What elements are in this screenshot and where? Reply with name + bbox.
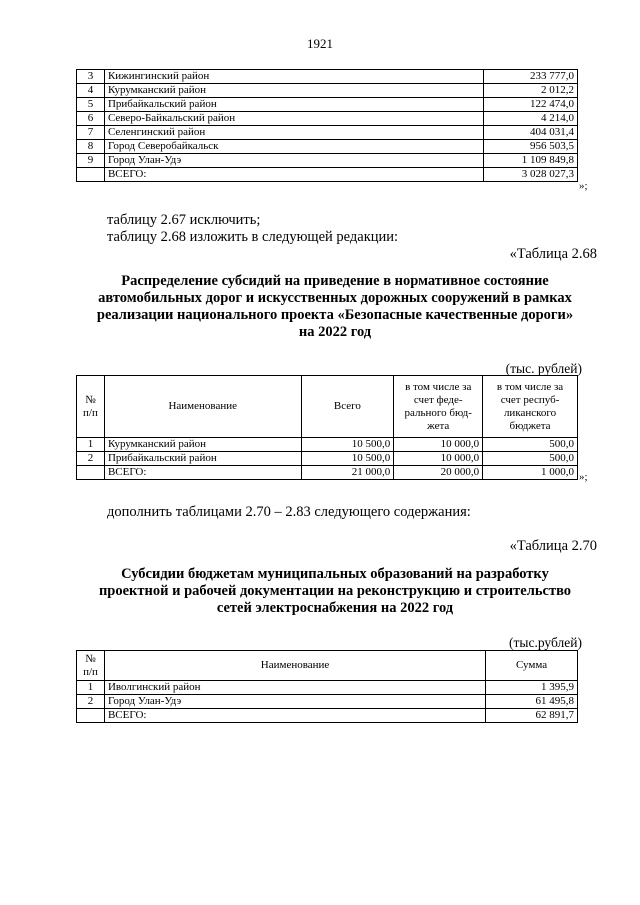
title-line: сетей электроснабжения на 2022 год [216, 600, 454, 616]
title-line: Распределение субсидий на приведение в нормативное состояние [121, 273, 549, 289]
table-2-68 [76, 375, 578, 480]
table-row [77, 681, 578, 695]
table-row [77, 695, 578, 709]
cell-value: 233 777,0 [484, 70, 578, 84]
cell-n: 6 [77, 112, 105, 126]
cell-name: Прибайкальский район [104, 98, 483, 112]
title-line: проектной и рабочей документации на реконструкцию и строительство [98, 583, 572, 599]
cell-name: Иволгинский район [104, 681, 485, 695]
title-line: автомобильных дорог и искусственных дорожных сооружений в рамках [98, 290, 572, 306]
table-2-68-title [70, 273, 600, 341]
top-table-closing: »; [579, 180, 588, 192]
cell-value: 4 214,0 [484, 112, 578, 126]
title-line: на 2022 год [298, 324, 372, 340]
top-table [76, 69, 578, 182]
header-federal: в том числе за счет феде- рального бюд- жета [394, 376, 483, 438]
header-republic: в том числе за счет респуб- ликанского бюджета [483, 376, 578, 438]
table-2-70-label: «Таблица 2.70 [509, 538, 597, 554]
cell-n: 1 [77, 681, 105, 695]
table-row [77, 140, 578, 154]
cell-n: 9 [77, 154, 105, 168]
cell-fed: 10 000,0 [394, 452, 483, 466]
cell-name: Город Северобайкальск [104, 140, 483, 154]
table-row [77, 84, 578, 98]
cell-value: 404 031,4 [484, 126, 578, 140]
cell-n [77, 709, 105, 723]
cell-n: 8 [77, 140, 105, 154]
paragraph-edit-2-68: таблицу 2.68 изложить в следующей редакции: [107, 229, 399, 245]
cell-n: 4 [77, 84, 105, 98]
table-row [77, 709, 578, 723]
table-row [77, 126, 578, 140]
table-2-70-title [70, 566, 600, 617]
cell-name: ВСЕГО: [104, 466, 301, 480]
table-2-70 [76, 650, 578, 723]
table-row [77, 98, 578, 112]
header-total: Всего [301, 376, 394, 438]
header-sum: Сумма [486, 651, 578, 681]
cell-n: 3 [77, 70, 105, 84]
cell-fed: 10 000,0 [394, 438, 483, 452]
table-header-row [77, 651, 578, 681]
title-line: Субсидии бюджетам муниципальных образований на разработку [121, 566, 549, 582]
cell-total: 21 000,0 [301, 466, 394, 480]
header-name: Наименование [104, 651, 485, 681]
header-name: Наименование [104, 376, 301, 438]
cell-value: 2 012,2 [484, 84, 578, 98]
cell-n: 2 [77, 695, 105, 709]
cell-name: Селенгинский район [104, 126, 483, 140]
cell-rep: 500,0 [483, 438, 578, 452]
cell-name: Курумканский район [104, 438, 301, 452]
table-row [77, 112, 578, 126]
cell-name: Город Улан-Удэ [104, 695, 485, 709]
cell-sum: 62 891,7 [486, 709, 578, 723]
cell-name: Город Улан-Удэ [104, 154, 483, 168]
cell-total: 10 500,0 [301, 438, 394, 452]
table-row [77, 70, 578, 84]
table-row [77, 452, 578, 466]
header-num: № п/п [77, 376, 105, 438]
table-header-row [77, 376, 578, 438]
table-2-68-label: «Таблица 2.68 [509, 246, 597, 262]
table-2-68-closing: »; [579, 471, 588, 483]
table-row [77, 438, 578, 452]
cell-total: 10 500,0 [301, 452, 394, 466]
cell-value: 122 474,0 [484, 98, 578, 112]
cell-name: Прибайкальский район [104, 452, 301, 466]
cell-name: ВСЕГО: [104, 168, 483, 182]
cell-rep: 1 000,0 [483, 466, 578, 480]
table-2-70-units: (тыс.рублей) [509, 635, 582, 650]
cell-value: 3 028 027,3 [484, 168, 578, 182]
cell-name: Северо-Байкальский район [104, 112, 483, 126]
cell-n [77, 466, 105, 480]
cell-n: 5 [77, 98, 105, 112]
cell-value: 1 109 849,8 [484, 154, 578, 168]
title-line: реализации национального проекта «Безопасные качественные дороги» [96, 307, 574, 323]
cell-value: 956 503,5 [484, 140, 578, 154]
table-row [77, 168, 578, 182]
table-row [77, 154, 578, 168]
table-row [77, 466, 578, 480]
table-2-68-units: (тыс. рублей) [505, 361, 582, 376]
cell-n: 1 [77, 438, 105, 452]
cell-name: Кижингинский район [104, 70, 483, 84]
cell-rep: 500,0 [483, 452, 578, 466]
header-num: № п/п [77, 651, 105, 681]
cell-name: Курумканский район [104, 84, 483, 98]
cell-n: 2 [77, 452, 105, 466]
cell-name: ВСЕГО: [104, 709, 485, 723]
page-number: 1921 [307, 36, 333, 51]
cell-n [77, 168, 105, 182]
cell-sum: 1 395,9 [486, 681, 578, 695]
cell-fed: 20 000,0 [394, 466, 483, 480]
cell-n: 7 [77, 126, 105, 140]
cell-sum: 61 495,8 [486, 695, 578, 709]
paragraph-add-tables: дополнить таблицами 2.70 – 2.83 следующего содержания: [107, 504, 471, 520]
paragraph-exclude-2-67: таблицу 2.67 исключить; [107, 212, 261, 228]
